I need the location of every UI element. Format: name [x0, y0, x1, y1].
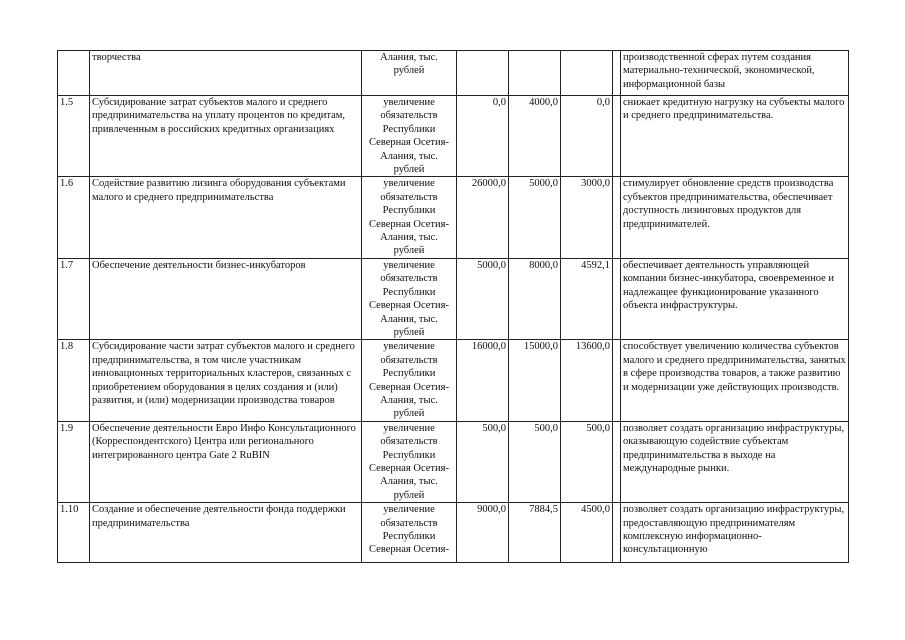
unit-text: увеличение обязательств Республики Северная Осетия-Алания, тыс. рублей — [362, 421, 457, 502]
measure-name: Обеспечение деятельности бизнес-инкубаторов — [90, 258, 362, 339]
row-number — [58, 51, 90, 96]
row-number: 1.7 — [58, 258, 90, 339]
spacer-cell — [613, 258, 621, 339]
goal-text: позволяет создать организацию инфраструктуры, оказывающую содействие субъектам предпринимательства в выходе на международные рынки. — [621, 421, 849, 502]
measure-name: творчества — [90, 51, 362, 96]
goal-text: производственной сферах путем создания материально-технической, экономической, информационной базы — [621, 51, 849, 96]
spacer-cell — [613, 51, 621, 96]
goal-text: снижает кредитную нагрузку на субъекты малого и среднего предпринимательства. — [621, 96, 849, 177]
value-cell: 0,0 — [457, 96, 509, 177]
unit-text: увеличение обязательств Республики Северная Осетия-Алания, тыс. рублей — [362, 96, 457, 177]
unit-text: увеличение обязательств Республики Северная Осетия- — [362, 503, 457, 563]
table-row — [58, 421, 849, 502]
value-cell: 8000,0 — [509, 258, 561, 339]
spacer-cell — [613, 340, 621, 421]
value-cell: 26000,0 — [457, 177, 509, 258]
measure-name: Субсидирование затрат субъектов малого и среднего предпринимательства на уплату процентов по кредитам, привлеченным в российских кредитных организациях — [90, 96, 362, 177]
row-number: 1.6 — [58, 177, 90, 258]
measure-name: Обеспечение деятельности Евро Инфо Консультационного (Корреспондентского) Центра или регионального интегрированного центра Gate 2 RuBIN — [90, 421, 362, 502]
spacer-cell — [613, 421, 621, 502]
row-number: 1.10 — [58, 503, 90, 563]
value-cell: 0,0 — [561, 96, 613, 177]
unit-text: увеличение обязательств Республики Северная Осетия-Алания, тыс. рублей — [362, 340, 457, 421]
measure-name: Содействие развитию лизинга оборудования субъектами малого и среднего предпринимательства — [90, 177, 362, 258]
spacer-cell — [613, 177, 621, 258]
table-row — [58, 177, 849, 258]
value-cell — [561, 51, 613, 96]
table-row — [58, 503, 849, 563]
measure-name: Субсидирование части затрат субъектов малого и среднего предпринимательства, в том числе участникам инновационных территориальных кластеров, связанных с приобретением оборудования в целях создания и (или) развития, и (или) модернизации производства товаров — [90, 340, 362, 421]
value-cell: 500,0 — [509, 421, 561, 502]
table-row — [58, 340, 849, 421]
goal-text: обеспечивает деятельность управляющей компании бизнес-инкубатора, своевременное и надлежащее функционирование указанного объекта инфраструктуры. — [621, 258, 849, 339]
goal-text: способствует увеличению количества субъектов малого и среднего предпринимательства, занятых в сфере производства товаров, а также развитию и модернизации уже действующих производств. — [621, 340, 849, 421]
value-cell: 5000,0 — [457, 258, 509, 339]
table-row — [58, 51, 849, 96]
value-cell: 4000,0 — [509, 96, 561, 177]
value-cell — [457, 51, 509, 96]
row-number: 1.8 — [58, 340, 90, 421]
value-cell: 16000,0 — [457, 340, 509, 421]
value-cell: 15000,0 — [509, 340, 561, 421]
row-number: 1.9 — [58, 421, 90, 502]
table-row — [58, 258, 849, 339]
value-cell: 7884,5 — [509, 503, 561, 563]
table-row — [58, 96, 849, 177]
value-cell: 5000,0 — [509, 177, 561, 258]
value-cell: 9000,0 — [457, 503, 509, 563]
value-cell: 500,0 — [561, 421, 613, 502]
unit-text: Алания, тыс. рублей — [362, 51, 457, 96]
spacer-cell — [613, 96, 621, 177]
value-cell: 3000,0 — [561, 177, 613, 258]
spacer-cell — [613, 503, 621, 563]
row-number: 1.5 — [58, 96, 90, 177]
value-cell — [509, 51, 561, 96]
goal-text: стимулирует обновление средств производства субъектов предпринимательства, обеспечивает доступность лизинговых продуктов для предпринимателей. — [621, 177, 849, 258]
unit-text: увеличение обязательств Республики Северная Осетия-Алания, тыс. рублей — [362, 258, 457, 339]
value-cell: 4500,0 — [561, 503, 613, 563]
measures-table — [57, 50, 849, 563]
goal-text: позволяет создать организацию инфраструктуры, предоставляющую предпринимателям комплексную информационно-консультационную — [621, 503, 849, 563]
value-cell: 13600,0 — [561, 340, 613, 421]
value-cell: 500,0 — [457, 421, 509, 502]
measure-name: Создание и обеспечение деятельности фонда поддержки предпринимательства — [90, 503, 362, 563]
unit-text: увеличение обязательств Республики Северная Осетия-Алания, тыс. рублей — [362, 177, 457, 258]
value-cell: 4592,1 — [561, 258, 613, 339]
